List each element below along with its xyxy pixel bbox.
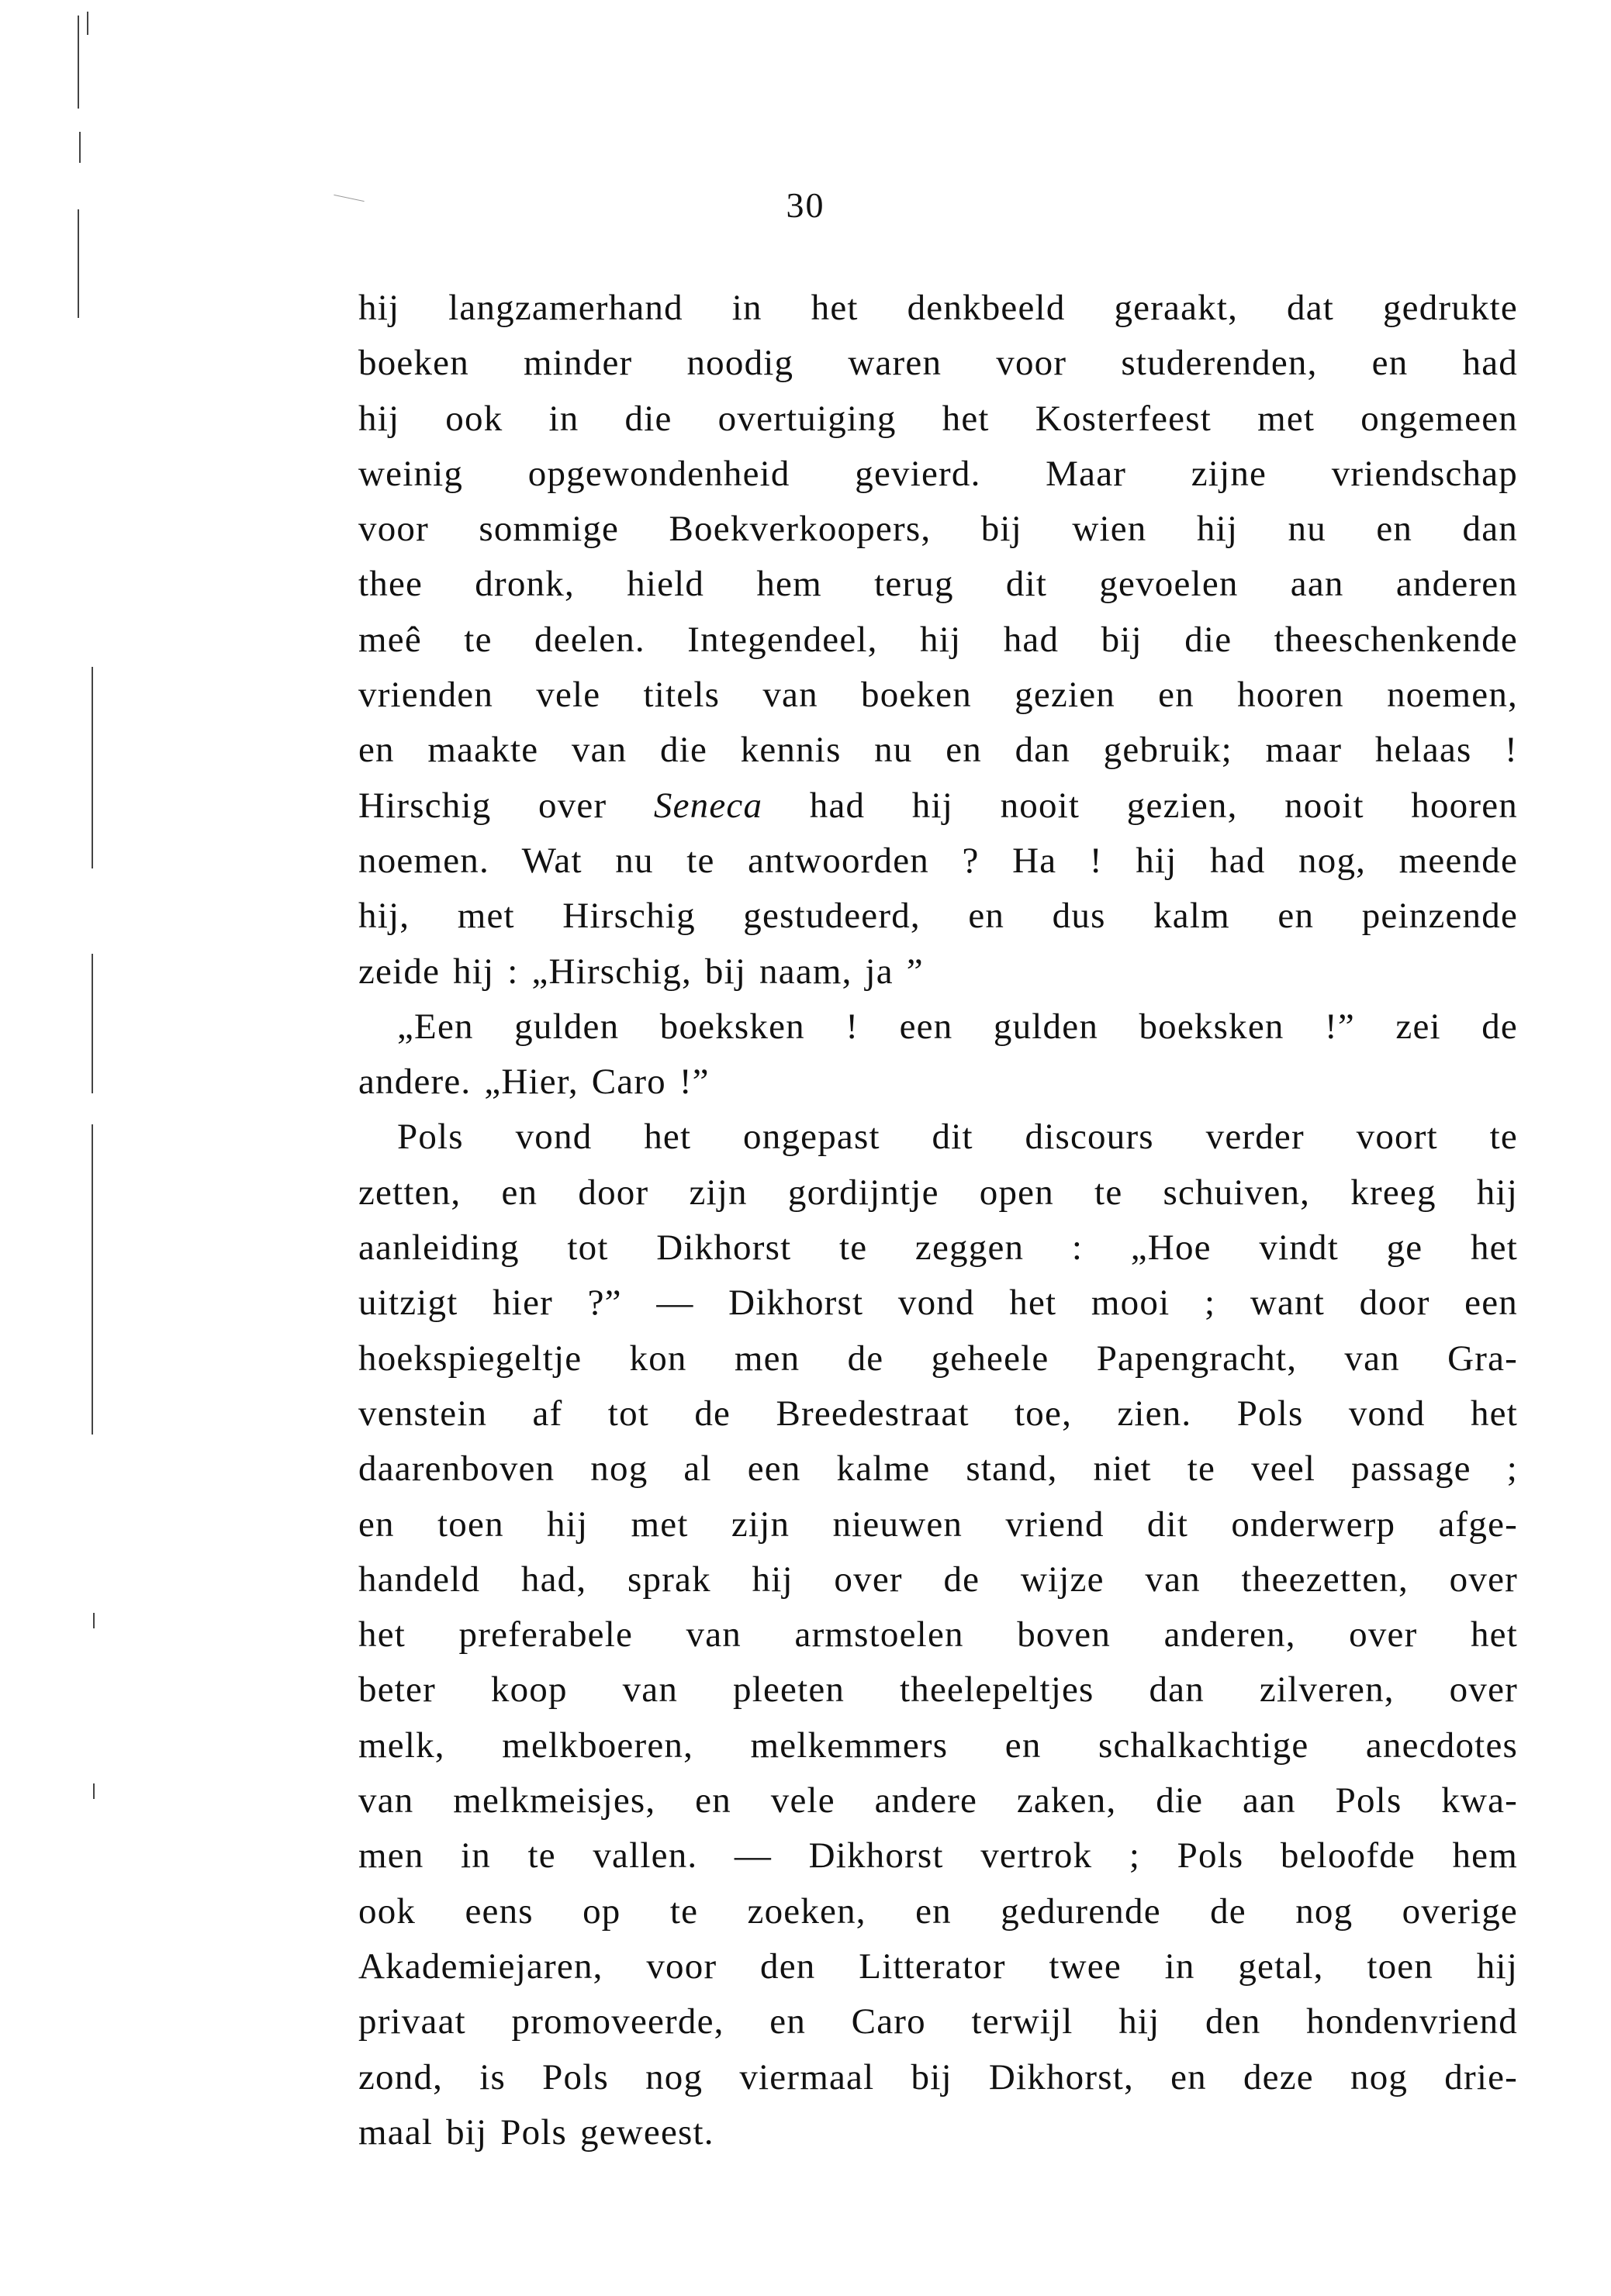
- text-line: andere. „Hier, Caro !”: [358, 1062, 710, 1103]
- text-line: zeide hij : „Hirschig, bij naam, ja ”: [358, 951, 924, 992]
- text-line: aanleiding tot Dikhorst te zeggen : „Hoe vindt ge het: [358, 1227, 1518, 1269]
- text-line: zetten, en door zijn gordijntje open te schuiven, kreeg hij: [358, 1172, 1518, 1213]
- text-line: meê te deelen. Integendeel, hij had bij die theeschenkende: [358, 619, 1518, 660]
- text-line: het preferabele van armstoelen boven anderen, over het: [358, 1614, 1518, 1656]
- page-number: 30: [786, 185, 825, 225]
- text-line: zond, is Pols nog viermaal bij Dikhorst, en deze nog drie-: [358, 2056, 1518, 2097]
- body-text: [358, 281, 1518, 2160]
- text-line: melk, melkboeren, melkemmers en schalkachtige anecdotes: [358, 1725, 1518, 1766]
- text-line: ook eens op te zoeken, en gedurende de nog overige: [358, 1890, 1518, 1932]
- text-line: thee dronk, hield hem terug dit gevoelen aan anderen: [358, 564, 1518, 605]
- text-line: handeld had, sprak hij over de wijze van theezetten, over: [358, 1559, 1518, 1600]
- text-line: voor sommige Boekverkoopers, bij wien hij nu en dan: [358, 509, 1518, 550]
- text-line: en toen hij met zijn nieuwen vriend dit onderwerp afge-: [358, 1504, 1518, 1545]
- text-line: uitzigt hier ?” — Dikhorst vond het mooi ; want door een: [358, 1283, 1518, 1324]
- text-line: Akademiejaren, voor den Litterator twee in getal, toen hij: [358, 1946, 1518, 1987]
- text-line: hij langzamerhand in het denkbeeld geraakt, dat gedrukte: [358, 288, 1518, 328]
- text-segment: had hij nooit gezien, nooit hooren: [762, 785, 1518, 826]
- text-line: [358, 779, 1518, 834]
- text-line: beter koop van pleeten theelepeltjes dan zilveren, over: [358, 1669, 1518, 1711]
- text-line: maal bij Pols geweest.: [358, 2111, 714, 2153]
- italic-title: Seneca: [653, 785, 763, 826]
- text-line: hoekspiegeltje kon men de geheele Papengracht, van Gra-: [358, 1338, 1518, 1379]
- text-line: weinig opgewondenheid gevierd. Maar zijne vriendschap: [358, 453, 1518, 494]
- text-line: daarenboven nog al een kalme stand, niet te veel passage ;: [358, 1448, 1518, 1490]
- text-line: van melkmeisjes, en vele andere zaken, die aan Pols kwa-: [358, 1780, 1518, 1821]
- text-line: hij ook in die overtuiging het Kosterfeest met ongemeen: [358, 398, 1518, 439]
- text-segment: Hirschig over: [358, 785, 654, 826]
- text-line: „Een gulden boeksken ! een gulden boeksken !” zei de: [397, 1006, 1518, 1047]
- text-line: privaat promoveerde, en Caro terwijl hij den hondenvriend: [358, 2001, 1518, 2042]
- text-line: en maakte van die kennis nu en dan gebruik; maar helaas !: [358, 730, 1518, 771]
- text-line: vrienden vele titels van boeken gezien en hooren noemen,: [358, 675, 1518, 716]
- text-line: boeken minder noodig waren voor studerenden, en had: [358, 343, 1518, 384]
- text-line: venstein af tot de Breedestraat toe, zien. Pols vond het: [358, 1393, 1518, 1434]
- text-line: hij, met Hirschig gestudeerd, en dus kalm en peinzende: [358, 896, 1518, 937]
- text-line: Pols vond het ongepast dit discours verder voort te: [397, 1117, 1518, 1158]
- text-line: noemen. Wat nu te antwoorden ? Ha ! hij had nog, meende: [358, 840, 1518, 881]
- text-line: men in te vallen. — Dikhorst vertrok ; Pols beloofde hem: [358, 1835, 1518, 1877]
